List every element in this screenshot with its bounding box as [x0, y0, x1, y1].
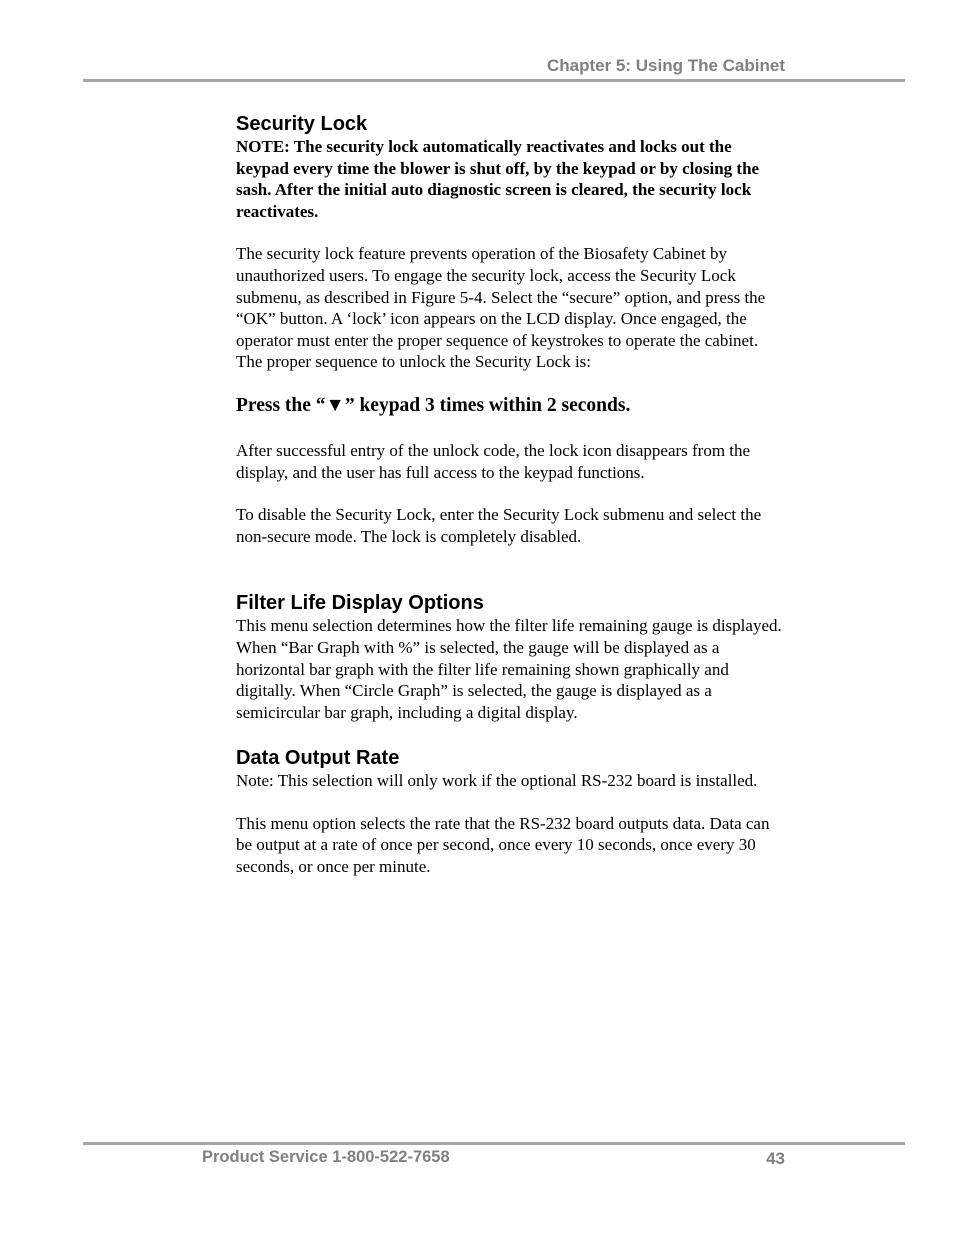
data-output-paragraph: This menu option selects the rate that the RS-232 board outputs data. Data can be output at a rate of once per second, once every 10 seconds, once every 30 seconds, or once per minute. — [236, 813, 770, 877]
filter-life-heading: Filter Life Display Options — [236, 592, 484, 615]
disable-lock-paragraph: To disable the Security Lock, enter the Security Lock submenu and select the non-secure mode. The lock is completely disabled. — [236, 505, 762, 546]
filter-life-paragraph: This menu selection determines how the filter life remaining gauge is displayed. When “Bar Graph with %” is selected, the gauge will be displayed as a horizontal bar graph with the filter life remaining shown graphically and digitally. When “Circle Graph” is selected, the gauge is displayed as a semicircular bar graph, including a digital display. — [236, 616, 782, 722]
page-content — [236, 112, 788, 878]
security-lock-note: NOTE: The security lock automatically reactivates and locks out the keypad every time the blower is shut off, by the keypad or by closing the sash. After the initial auto diagnostic screen is cleared, the security lock reactivates. — [236, 137, 760, 221]
unlock-result-paragraph: After successful entry of the unlock code, the lock icon disappears from the display, and the user has full access to the keypad functions. — [236, 440, 751, 482]
security-lock-heading: Security Lock — [236, 113, 368, 135]
header-rule — [83, 79, 905, 82]
footer-rule — [83, 1142, 905, 1145]
data-output-heading: Data Output Rate — [236, 747, 400, 770]
unlock-instruction: Press the “▼” keypad 3 times within 2 seconds. — [236, 394, 631, 416]
product-service-phone: Product Service 1-800-522-7658 — [202, 1148, 450, 1166]
data-output-note: Note: This selection will only work if the optional RS-232 board is installed. — [236, 771, 758, 791]
page-number: 43 — [766, 1149, 785, 1168]
security-lock-description: The security lock feature prevents operation of the Biosafety Cabinet by unauthorized users. To engage the security lock, access the Security Lock submenu, as described in Figure 5-4. Select the “secure” option, and press the “OK” button. A ‘lock’ icon appears on the LCD display. Once engaged, the operator must enter the proper sequence of keystrokes to operate the cabinet. The proper sequence to unlock the Security Lock is: — [236, 244, 766, 372]
running-header: Chapter 5: Using The Cabinet — [546, 56, 785, 75]
